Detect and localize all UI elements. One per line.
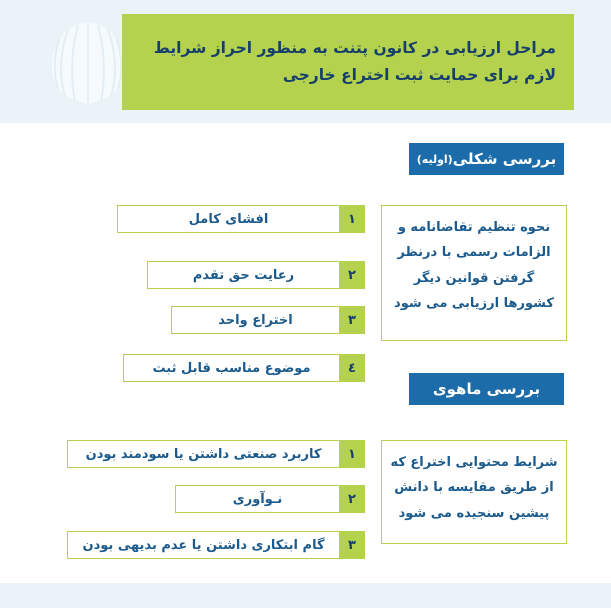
section-tag-substantive: [409, 373, 564, 405]
item-label: گام ابتکاری داشتن یا عدم بدیهی بودن: [67, 531, 339, 559]
list-item: [66, 531, 365, 559]
section-tag-formal-label: بررسی شکلی: [452, 150, 557, 168]
section-description-substantive: شرایط محتوایی اختراع که از طریق مقایسه با دانش پیشین سنجیده می شود: [381, 440, 567, 544]
item-label: موضوع مناسب قابل ثبت: [123, 354, 339, 382]
main-title-line-2: لازم برای حمایت ثبت اختراع خارجی: [282, 66, 556, 84]
item-number: ۲: [339, 485, 365, 513]
item-number: ۳: [339, 531, 365, 559]
item-number: ۲: [339, 261, 365, 289]
shell-icon: [47, 18, 129, 108]
list-item: [90, 306, 365, 334]
item-number: ۳: [339, 306, 365, 334]
section-tag-formal-sub: (اولیه): [416, 152, 453, 166]
item-label: نـوآوری: [175, 485, 339, 513]
main-title-line-1: مراحل ارزیابی در کانون پتنت به منظور احراز شرایط: [153, 38, 556, 57]
list-item: [90, 354, 365, 382]
item-label: افشای کامل: [117, 205, 339, 233]
item-label: رعایت حق تقدم: [147, 261, 339, 289]
item-label: کاربرد صنعتی داشتن یا سودمند بودن: [67, 440, 339, 468]
list-item: [66, 440, 365, 468]
main-title-box: [122, 14, 574, 110]
item-number: ۱: [339, 440, 365, 468]
section-tag-formal: [409, 143, 564, 175]
list-item: [90, 261, 365, 289]
item-number: ٤: [339, 354, 365, 382]
footer-band: [0, 583, 611, 608]
list-item: [66, 485, 365, 513]
list-item: [90, 205, 365, 233]
section-tag-substantive-label: بررسی ماهوی: [432, 380, 541, 398]
section-description-formal: نحوه تنظیم تقاضانامه و الزامات رسمی با درنظر گرفتن قوانین دیگر کشورها ارزیابی می شود: [381, 205, 567, 341]
item-label: اختراع واحد: [171, 306, 339, 334]
item-number: ۱: [339, 205, 365, 233]
